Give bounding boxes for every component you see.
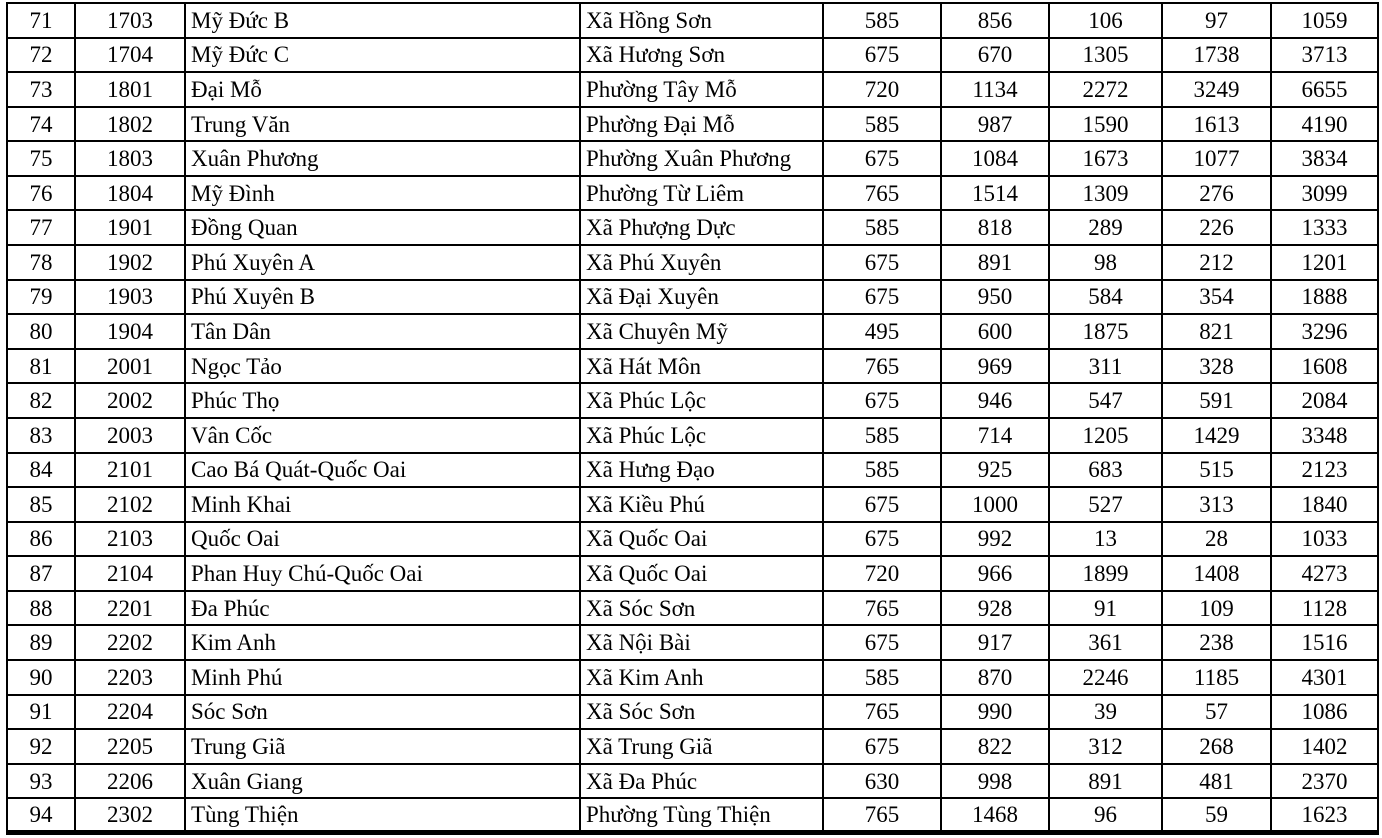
cell-school-code: 2201	[75, 591, 185, 626]
cell-number-1: 720	[823, 72, 941, 107]
cell-number-3: 312	[1049, 729, 1162, 764]
cell-number-1: 675	[823, 245, 941, 280]
cell-number-4: 1408	[1162, 556, 1271, 591]
cell-school-name: Phúc Thọ	[185, 383, 580, 418]
cell-total: 1608	[1271, 349, 1378, 384]
cell-number-1: 585	[823, 210, 941, 245]
cell-row-number: 80	[7, 314, 75, 349]
cell-number-2: 1084	[941, 141, 1049, 176]
table-row	[7, 625, 1378, 660]
cell-school-code: 2302	[75, 798, 185, 833]
cell-number-3: 106	[1049, 3, 1162, 38]
cell-number-2: 925	[941, 453, 1049, 488]
cell-number-4: 515	[1162, 453, 1271, 488]
cell-number-1: 675	[823, 280, 941, 315]
cell-row-number: 88	[7, 591, 75, 626]
cell-number-1: 675	[823, 38, 941, 73]
cell-school-name: Minh Khai	[185, 487, 580, 522]
table-row	[7, 522, 1378, 557]
cell-school-code: 2102	[75, 487, 185, 522]
cell-number-1: 585	[823, 418, 941, 453]
cell-school-code: 1801	[75, 72, 185, 107]
cell-total: 3296	[1271, 314, 1378, 349]
cell-commune-name: Xã Kiều Phú	[580, 487, 823, 522]
cell-number-3: 1205	[1049, 418, 1162, 453]
cell-number-3: 98	[1049, 245, 1162, 280]
cell-number-1: 585	[823, 107, 941, 142]
cell-number-2: 1514	[941, 176, 1049, 211]
cell-school-name: Phú Xuyên A	[185, 245, 580, 280]
cell-number-4: 57	[1162, 695, 1271, 730]
cell-school-code: 1902	[75, 245, 185, 280]
table-row	[7, 729, 1378, 764]
cell-school-name: Tùng Thiện	[185, 798, 580, 833]
cell-school-name: Đồng Quan	[185, 210, 580, 245]
cell-number-2: 870	[941, 660, 1049, 695]
cell-row-number: 84	[7, 453, 75, 488]
cell-number-2: 928	[941, 591, 1049, 626]
cell-number-3: 1673	[1049, 141, 1162, 176]
cell-number-3: 1590	[1049, 107, 1162, 142]
cell-school-name: Phú Xuyên B	[185, 280, 580, 315]
cell-school-code: 2002	[75, 383, 185, 418]
cell-school-name: Cao Bá Quát-Quốc Oai	[185, 453, 580, 488]
table-row	[7, 107, 1378, 142]
cell-number-3: 91	[1049, 591, 1162, 626]
cell-number-3: 547	[1049, 383, 1162, 418]
cell-number-3: 289	[1049, 210, 1162, 245]
cell-number-4: 238	[1162, 625, 1271, 660]
cell-commune-name: Xã Kim Anh	[580, 660, 823, 695]
cell-number-4: 328	[1162, 349, 1271, 384]
cell-number-4: 28	[1162, 522, 1271, 557]
cell-row-number: 71	[7, 3, 75, 38]
schools-table-body	[7, 3, 1378, 833]
cell-row-number: 83	[7, 418, 75, 453]
cell-school-code: 2103	[75, 522, 185, 557]
cell-commune-name: Phường Xuân Phương	[580, 141, 823, 176]
cell-school-name: Kim Anh	[185, 625, 580, 660]
cell-school-code: 2205	[75, 729, 185, 764]
cell-school-code: 2001	[75, 349, 185, 384]
cell-school-name: Mỹ Đức B	[185, 3, 580, 38]
cell-number-2: 917	[941, 625, 1049, 660]
cell-number-1: 630	[823, 764, 941, 799]
cell-number-4: 212	[1162, 245, 1271, 280]
cell-commune-name: Xã Quốc Oai	[580, 522, 823, 557]
cell-total: 1086	[1271, 695, 1378, 730]
table-row	[7, 556, 1378, 591]
table-row	[7, 349, 1378, 384]
cell-commune-name: Xã Hưng Đạo	[580, 453, 823, 488]
cell-number-2: 946	[941, 383, 1049, 418]
table-row	[7, 3, 1378, 38]
cell-commune-name: Xã Đa Phúc	[580, 764, 823, 799]
cell-school-name: Ngọc Tảo	[185, 349, 580, 384]
cell-number-1: 675	[823, 625, 941, 660]
cell-commune-name: Xã Chuyên Mỹ	[580, 314, 823, 349]
cell-school-name: Trung Văn	[185, 107, 580, 142]
cell-commune-name: Xã Trung Giã	[580, 729, 823, 764]
table-row	[7, 487, 1378, 522]
cell-school-code: 1904	[75, 314, 185, 349]
table-row	[7, 383, 1378, 418]
cell-total: 1128	[1271, 591, 1378, 626]
cell-number-4: 3249	[1162, 72, 1271, 107]
cell-number-4: 226	[1162, 210, 1271, 245]
table-row	[7, 314, 1378, 349]
table-row	[7, 660, 1378, 695]
cell-total: 1201	[1271, 245, 1378, 280]
cell-number-1: 720	[823, 556, 941, 591]
cell-row-number: 93	[7, 764, 75, 799]
cell-row-number: 87	[7, 556, 75, 591]
cell-number-2: 822	[941, 729, 1049, 764]
cell-number-1: 495	[823, 314, 941, 349]
cell-number-4: 313	[1162, 487, 1271, 522]
cell-school-name: Vân Cốc	[185, 418, 580, 453]
cell-number-3: 527	[1049, 487, 1162, 522]
cell-school-code: 1703	[75, 3, 185, 38]
cell-number-4: 109	[1162, 591, 1271, 626]
cell-row-number: 78	[7, 245, 75, 280]
cell-total: 2370	[1271, 764, 1378, 799]
cell-number-1: 585	[823, 3, 941, 38]
cell-number-4: 821	[1162, 314, 1271, 349]
cell-school-name: Đa Phúc	[185, 591, 580, 626]
cell-number-2: 670	[941, 38, 1049, 73]
cell-row-number: 89	[7, 625, 75, 660]
cell-number-3: 2272	[1049, 72, 1162, 107]
cell-school-name: Mỹ Đình	[185, 176, 580, 211]
table-row	[7, 72, 1378, 107]
cell-row-number: 81	[7, 349, 75, 384]
cell-commune-name: Xã Phượng Dực	[580, 210, 823, 245]
cell-number-4: 59	[1162, 798, 1271, 833]
cell-number-1: 675	[823, 729, 941, 764]
cell-school-code: 1802	[75, 107, 185, 142]
cell-number-4: 276	[1162, 176, 1271, 211]
cell-number-3: 311	[1049, 349, 1162, 384]
cell-row-number: 74	[7, 107, 75, 142]
cell-school-name: Xuân Phương	[185, 141, 580, 176]
cell-school-code: 2202	[75, 625, 185, 660]
table-row	[7, 176, 1378, 211]
cell-school-name: Xuân Giang	[185, 764, 580, 799]
table-row	[7, 280, 1378, 315]
cell-school-code: 1804	[75, 176, 185, 211]
cell-row-number: 91	[7, 695, 75, 730]
cell-commune-name: Xã Sóc Sơn	[580, 695, 823, 730]
cell-number-1: 675	[823, 487, 941, 522]
cell-number-2: 1000	[941, 487, 1049, 522]
cell-number-2: 998	[941, 764, 1049, 799]
cell-total: 1059	[1271, 3, 1378, 38]
cell-number-2: 990	[941, 695, 1049, 730]
cell-commune-name: Xã Phú Xuyên	[580, 245, 823, 280]
cell-number-4: 1077	[1162, 141, 1271, 176]
cell-row-number: 79	[7, 280, 75, 315]
cell-number-4: 1429	[1162, 418, 1271, 453]
cell-school-code: 1803	[75, 141, 185, 176]
cell-total: 2123	[1271, 453, 1378, 488]
cell-number-1: 765	[823, 349, 941, 384]
cell-number-3: 1305	[1049, 38, 1162, 73]
cell-number-2: 992	[941, 522, 1049, 557]
cell-total: 1840	[1271, 487, 1378, 522]
cell-school-name: Mỹ Đức C	[185, 38, 580, 73]
cell-number-1: 765	[823, 798, 941, 833]
cell-row-number: 90	[7, 660, 75, 695]
cell-number-2: 1468	[941, 798, 1049, 833]
cell-row-number: 75	[7, 141, 75, 176]
cell-row-number: 85	[7, 487, 75, 522]
cell-number-4: 591	[1162, 383, 1271, 418]
cell-commune-name: Xã Đại Xuyên	[580, 280, 823, 315]
cell-number-3: 1875	[1049, 314, 1162, 349]
cell-total: 6655	[1271, 72, 1378, 107]
cell-school-code: 1901	[75, 210, 185, 245]
cell-total: 4301	[1271, 660, 1378, 695]
cell-number-3: 683	[1049, 453, 1162, 488]
cell-total: 4273	[1271, 556, 1378, 591]
table-row	[7, 38, 1378, 73]
cell-number-4: 1738	[1162, 38, 1271, 73]
cell-number-2: 1134	[941, 72, 1049, 107]
cell-number-2: 950	[941, 280, 1049, 315]
cell-school-code: 1903	[75, 280, 185, 315]
cell-number-1: 765	[823, 695, 941, 730]
cell-school-name: Đại Mỗ	[185, 72, 580, 107]
cell-school-name: Phan Huy Chú-Quốc Oai	[185, 556, 580, 591]
cell-number-1: 585	[823, 453, 941, 488]
cell-number-4: 354	[1162, 280, 1271, 315]
cell-row-number: 82	[7, 383, 75, 418]
cell-number-2: 600	[941, 314, 1049, 349]
cell-total: 1516	[1271, 625, 1378, 660]
cell-row-number: 73	[7, 72, 75, 107]
cell-commune-name: Xã Quốc Oai	[580, 556, 823, 591]
cell-commune-name: Xã Hồng Sơn	[580, 3, 823, 38]
cell-number-3: 361	[1049, 625, 1162, 660]
cell-row-number: 94	[7, 798, 75, 833]
cell-row-number: 86	[7, 522, 75, 557]
cell-row-number: 76	[7, 176, 75, 211]
cell-number-4: 1185	[1162, 660, 1271, 695]
table-row	[7, 695, 1378, 730]
cell-commune-name: Phường Đại Mỗ	[580, 107, 823, 142]
cell-school-code: 1704	[75, 38, 185, 73]
cell-commune-name: Phường Tùng Thiện	[580, 798, 823, 833]
cell-number-4: 268	[1162, 729, 1271, 764]
table-row	[7, 210, 1378, 245]
cell-row-number: 77	[7, 210, 75, 245]
cell-number-3: 891	[1049, 764, 1162, 799]
cell-number-3: 1899	[1049, 556, 1162, 591]
table-row	[7, 798, 1378, 833]
cell-school-name: Tân Dân	[185, 314, 580, 349]
cell-number-3: 39	[1049, 695, 1162, 730]
table-row	[7, 418, 1378, 453]
cell-number-2: 969	[941, 349, 1049, 384]
cell-number-1: 675	[823, 522, 941, 557]
cell-number-1: 585	[823, 660, 941, 695]
cell-number-3: 96	[1049, 798, 1162, 833]
cell-number-3: 584	[1049, 280, 1162, 315]
schools-table	[6, 2, 1379, 835]
cell-total: 1333	[1271, 210, 1378, 245]
cell-school-code: 2206	[75, 764, 185, 799]
cell-total: 4190	[1271, 107, 1378, 142]
cell-total: 1033	[1271, 522, 1378, 557]
table-row	[7, 245, 1378, 280]
table-row	[7, 141, 1378, 176]
cell-school-code: 2104	[75, 556, 185, 591]
cell-number-3: 2246	[1049, 660, 1162, 695]
cell-school-code: 2101	[75, 453, 185, 488]
cell-commune-name: Xã Phúc Lộc	[580, 418, 823, 453]
cell-number-2: 987	[941, 107, 1049, 142]
cell-commune-name: Phường Tây Mỗ	[580, 72, 823, 107]
table-row	[7, 453, 1378, 488]
cell-school-code: 2204	[75, 695, 185, 730]
cell-total: 1623	[1271, 798, 1378, 833]
cell-number-4: 1613	[1162, 107, 1271, 142]
cell-total: 2084	[1271, 383, 1378, 418]
cell-number-2: 714	[941, 418, 1049, 453]
cell-school-code: 2003	[75, 418, 185, 453]
cell-number-3: 1309	[1049, 176, 1162, 211]
cell-school-name: Minh Phú	[185, 660, 580, 695]
cell-total: 1888	[1271, 280, 1378, 315]
cell-number-1: 675	[823, 141, 941, 176]
cell-number-2: 891	[941, 245, 1049, 280]
cell-number-4: 97	[1162, 3, 1271, 38]
table-row	[7, 591, 1378, 626]
cell-total: 3713	[1271, 38, 1378, 73]
cell-number-2: 966	[941, 556, 1049, 591]
cell-row-number: 72	[7, 38, 75, 73]
cell-commune-name: Xã Sóc Sơn	[580, 591, 823, 626]
table-row	[7, 764, 1378, 799]
cell-number-1: 675	[823, 383, 941, 418]
cell-school-name: Quốc Oai	[185, 522, 580, 557]
cell-commune-name: Xã Hát Môn	[580, 349, 823, 384]
cell-commune-name: Xã Phúc Lộc	[580, 383, 823, 418]
cell-number-2: 856	[941, 3, 1049, 38]
cell-row-number: 92	[7, 729, 75, 764]
cell-school-name: Trung Giã	[185, 729, 580, 764]
cell-number-4: 481	[1162, 764, 1271, 799]
cell-number-1: 765	[823, 591, 941, 626]
cell-school-name: Sóc Sơn	[185, 695, 580, 730]
cell-commune-name: Phường Từ Liêm	[580, 176, 823, 211]
cell-school-code: 2203	[75, 660, 185, 695]
cell-number-2: 818	[941, 210, 1049, 245]
cell-total: 1402	[1271, 729, 1378, 764]
cell-commune-name: Xã Nội Bài	[580, 625, 823, 660]
cell-total: 3834	[1271, 141, 1378, 176]
cell-number-3: 13	[1049, 522, 1162, 557]
cell-total: 3348	[1271, 418, 1378, 453]
cell-commune-name: Xã Hương Sơn	[580, 38, 823, 73]
cell-number-1: 765	[823, 176, 941, 211]
cell-total: 3099	[1271, 176, 1378, 211]
